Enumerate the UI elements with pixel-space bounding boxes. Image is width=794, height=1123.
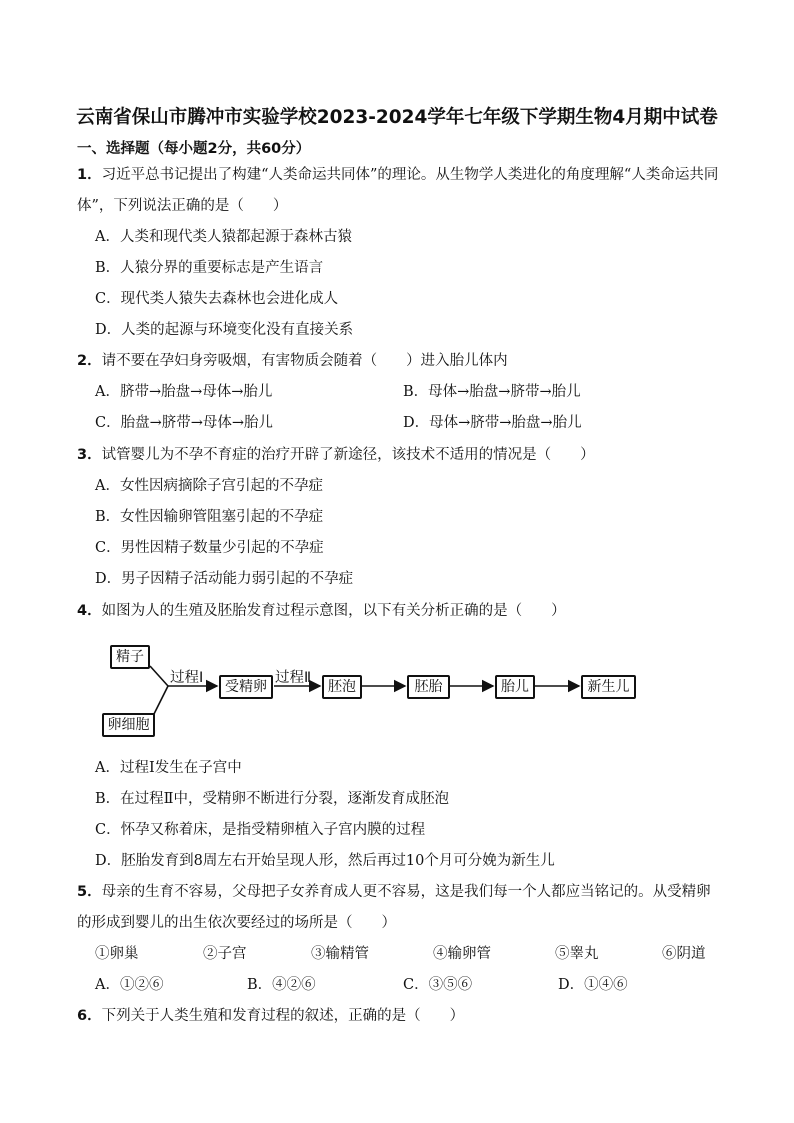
exam-title: 云南省保山市腾冲市实验学校2023-2024学年七年级下学期生物4月期中试卷 — [76, 107, 718, 128]
process-2-label: 过程Ⅱ — [275, 670, 312, 686]
question-4-option-d: D．胚胎发育到8周左右开始呈现人形，然后再过10个月可分娩为新生儿 — [95, 853, 555, 869]
question-1-option-c: C．现代类人猿失去森林也会进化成人 — [95, 291, 339, 307]
question-2-stem: 2．请不要在孕妇身旁吸烟，有害物质会随着（ ）进入胎儿体内 — [77, 353, 508, 369]
question-1-option-b: B．人猿分界的重要标志是产生语言 — [95, 260, 324, 276]
question-4-option-b: B．在过程Ⅱ中，受精卵不断进行分裂，逐渐发育成胚泡 — [95, 791, 450, 807]
question-5-option-a: A．①②⑥ — [95, 977, 164, 993]
question-5-option-b: B．④②⑥ — [247, 977, 316, 993]
question-2-option-a: A．脐带→胎盘→母体→胎儿 — [95, 384, 273, 400]
question-2-option-c: C．胎盘→脐带→母体→胎儿 — [95, 415, 274, 431]
question-4-stem: 4．如图为人的生殖及胚胎发育过程示意图，以下有关分析正确的是（ ） — [77, 603, 566, 619]
question-1-option-a: A．人类和现代类人猿都起源于森林古猿 — [95, 229, 352, 245]
question-5-item-3: ③输精管 — [311, 946, 369, 962]
question-number: 2． — [77, 353, 102, 369]
question-number: 4． — [77, 603, 102, 619]
question-number: 6． — [77, 1008, 102, 1024]
question-6-stem: 6．下列关于人类生殖和发育过程的叙述，正确的是（ ） — [77, 1008, 465, 1024]
question-number: 5． — [77, 884, 102, 900]
blastocyst-box: 胚泡 — [322, 675, 362, 699]
section-heading: 一、选择题（每小题2分，共60分） — [77, 141, 311, 157]
question-1-stem-line2: 体”，下列说法正确的是（ ） — [77, 198, 288, 214]
question-1-stem-line1: 1．习近平总书记提出了构建“人类命运共同体”的理论。从生物学人类进化的角度理解“人类命运共同 — [77, 167, 719, 183]
question-2-option-d: D．母体→脐带→胎盘→胎儿 — [403, 415, 582, 431]
question-5-stem-line1: 5．母亲的生育不容易，父母把子女养育成人更不容易，这是我们每一个人都应当铭记的。从受精卵 — [77, 884, 711, 900]
question-3-option-c: C．男性因精子数量少引起的不孕症 — [95, 540, 324, 556]
question-3-option-b: B．女性因输卵管阻塞引起的不孕症 — [95, 509, 324, 525]
question-5-item-5: ⑤睾丸 — [555, 946, 599, 962]
embryo-box: 胚胎 — [407, 675, 450, 699]
question-3-option-a: A．女性因病摘除子宫引起的不孕症 — [95, 478, 323, 494]
question-5-stem-line2: 的形成到婴儿的出生依次要经过的场所是（ ） — [77, 915, 396, 931]
question-number: 1． — [77, 167, 102, 183]
sperm-merge-line — [150, 666, 168, 686]
question-5-item-6: ⑥阴道 — [662, 946, 706, 962]
question-4-option-c: C．怀孕又称着床，是指受精卵植入子宫内膜的过程 — [95, 822, 426, 838]
question-3-option-d: D．男子因精子活动能力弱引起的不孕症 — [95, 571, 354, 587]
question-4-option-a: A．过程Ⅰ发生在子宫中 — [95, 760, 242, 776]
newborn-box: 新生儿 — [581, 675, 636, 699]
sperm-box: 精子 — [110, 645, 150, 669]
question-1-option-d: D．人类的起源与环境变化没有直接关系 — [95, 322, 354, 338]
question-5-item-4: ④输卵管 — [433, 946, 491, 962]
fetus-box: 胎儿 — [495, 675, 535, 699]
question-3-stem: 3．试管婴儿为不孕不育症的治疗开辟了新途径，该技术不适用的情况是（ ） — [77, 447, 595, 463]
question-5-option-c: C．③⑤⑥ — [403, 977, 473, 993]
diagram-connectors — [95, 636, 655, 746]
question-2-option-b: B．母体→胎盘→脐带→胎儿 — [403, 384, 581, 400]
zygote-box: 受精卵 — [219, 675, 273, 699]
egg-merge-line — [153, 686, 168, 716]
reproduction-process-diagram — [95, 636, 655, 746]
question-5-option-d: D．①④⑥ — [558, 977, 628, 993]
question-number: 3． — [77, 447, 102, 463]
question-5-item-1: ①卵巢 — [95, 946, 139, 962]
question-5-item-2: ②子宫 — [203, 946, 247, 962]
process-1-label: 过程Ⅰ — [170, 670, 204, 686]
egg-cell-box: 卵细胞 — [102, 713, 155, 737]
